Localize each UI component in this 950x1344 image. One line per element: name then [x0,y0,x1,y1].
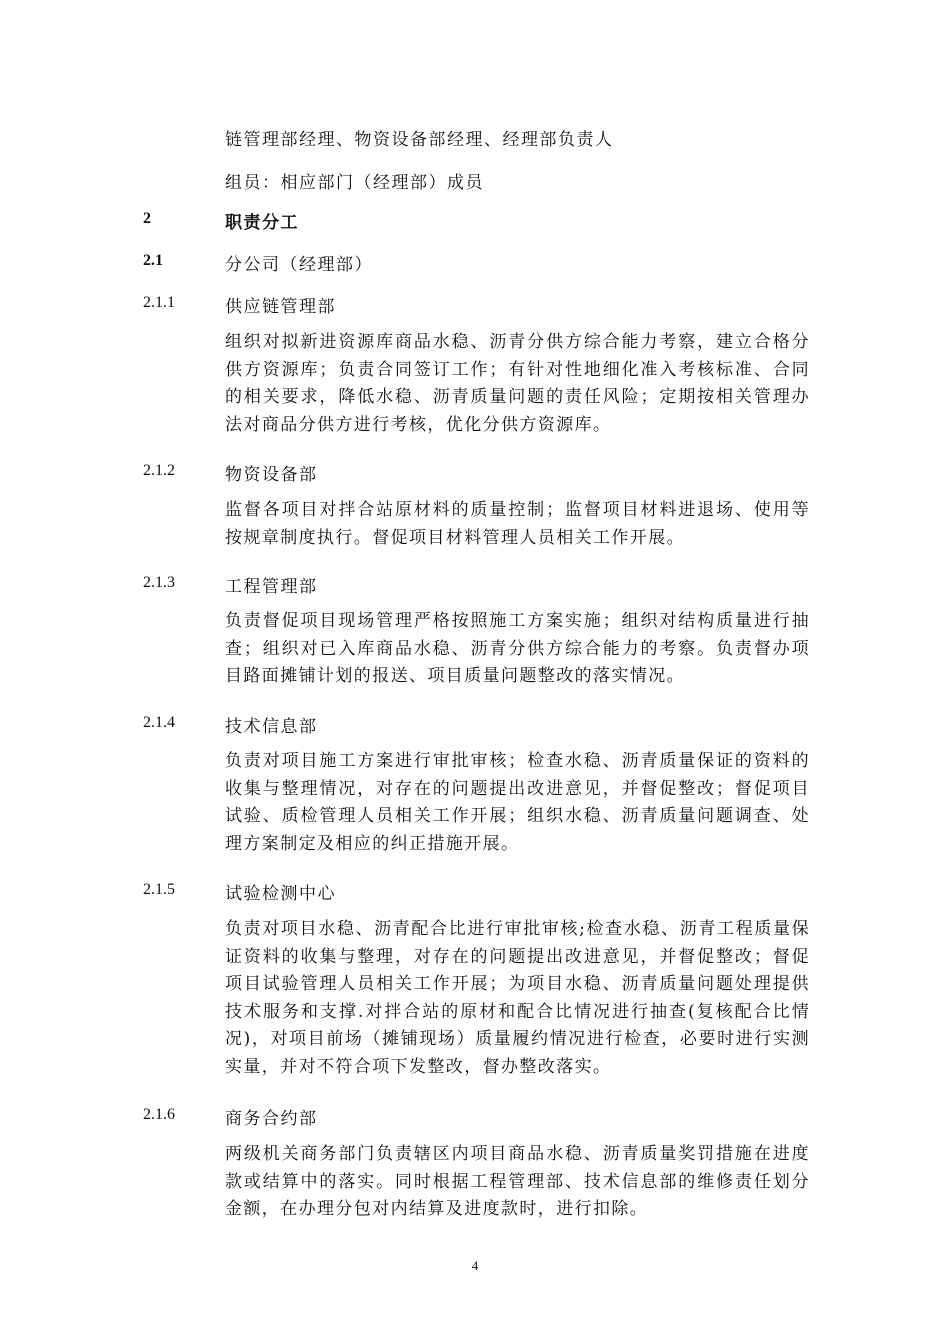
item-number: 2.1.1 [143,294,175,311]
page-number: 4 [471,1258,479,1273]
item-body: 组织对拟新进资源库商品水稳、沥青分供方综合能力考察，建立合格分供方资源库；负责合同签订工作；有针对性地细化准入考核标准、合同的相关要求，降低水稳、沥青质量问题的责任风险；定期按相关管理办法对商品分供方进行考核，优化分供方资源库。 [225,332,810,435]
item-title: 工程管理部 [225,577,318,597]
subsection-number: 2.1 [143,252,163,269]
item-body: 监督各项目对拌合站原材料的质量控制；监督项目材料进退场、使用等按规章制度执行。督促项目材料管理人员相关工作开展。 [225,500,810,548]
item-number: 2.1.3 [143,574,175,591]
section-number: 2 [143,210,151,227]
subsection-title: 分公司（经理部） [225,255,373,275]
item-number: 2.1.4 [143,714,175,731]
intro-line-2: 组员：相应部门（经理部）成员 [225,173,484,193]
item-body: 两级机关商务部门负责辖区内项目商品水稳、沥青质量奖罚措施在进度款或结算中的落实。同时根据工程管理部、技术信息部的维修责任划分金额，在办理分包对内结算及进度款时，进行扣除。 [225,1144,810,1219]
item-title: 物资设备部 [225,465,318,485]
item-title: 试验检测中心 [225,884,336,904]
item-title: 商务合约部 [225,1109,318,1129]
item-number: 2.1.2 [143,462,175,479]
intro-line-1: 链管理部经理、物资设备部经理、经理部负责人 [225,130,614,150]
item-body: 负责对项目水稳、沥青配合比进行审批审核;检查水稳、沥青工程质量保证资料的收集与整理，对存在的问题提出改进意见，并督促整改；督促项目试验管理人员相关工作开展；为项目水稳、沥青质量问题处理提供技术服务和支撑.对拌合站的原材和配合比情况进行抽查(复核配合比情况)，对项目前场（摊铺现场）质量履约情况进行检查，必要时进行实测实量，并对不符合项下发整改，督办整改落实。 [225,919,810,1077]
item-body: 负责对项目施工方案进行审批审核；检查水稳、沥青质量保证的资料的收集与整理情况，对存在的问题提出改进意见，并督促整改；督促项目试验、质检管理人员相关工作开展；组织水稳、沥青质量问题调查、处理方案制定及相应的纠正措施开展。 [225,751,810,854]
item-number: 2.1.5 [143,881,175,898]
item-title: 供应链管理部 [225,297,336,317]
item-body: 负责督促项目现场管理严格按照施工方案实施；组织对结构质量进行抽查；组织对已入库商品水稳、沥青分供方综合能力的考察。负责督办项目路面摊铺计划的报送、项目质量问题整改的落实情况。 [225,611,810,686]
section-title: 职责分工 [225,213,299,233]
item-number: 2.1.6 [143,1106,175,1123]
item-title: 技术信息部 [225,717,318,737]
